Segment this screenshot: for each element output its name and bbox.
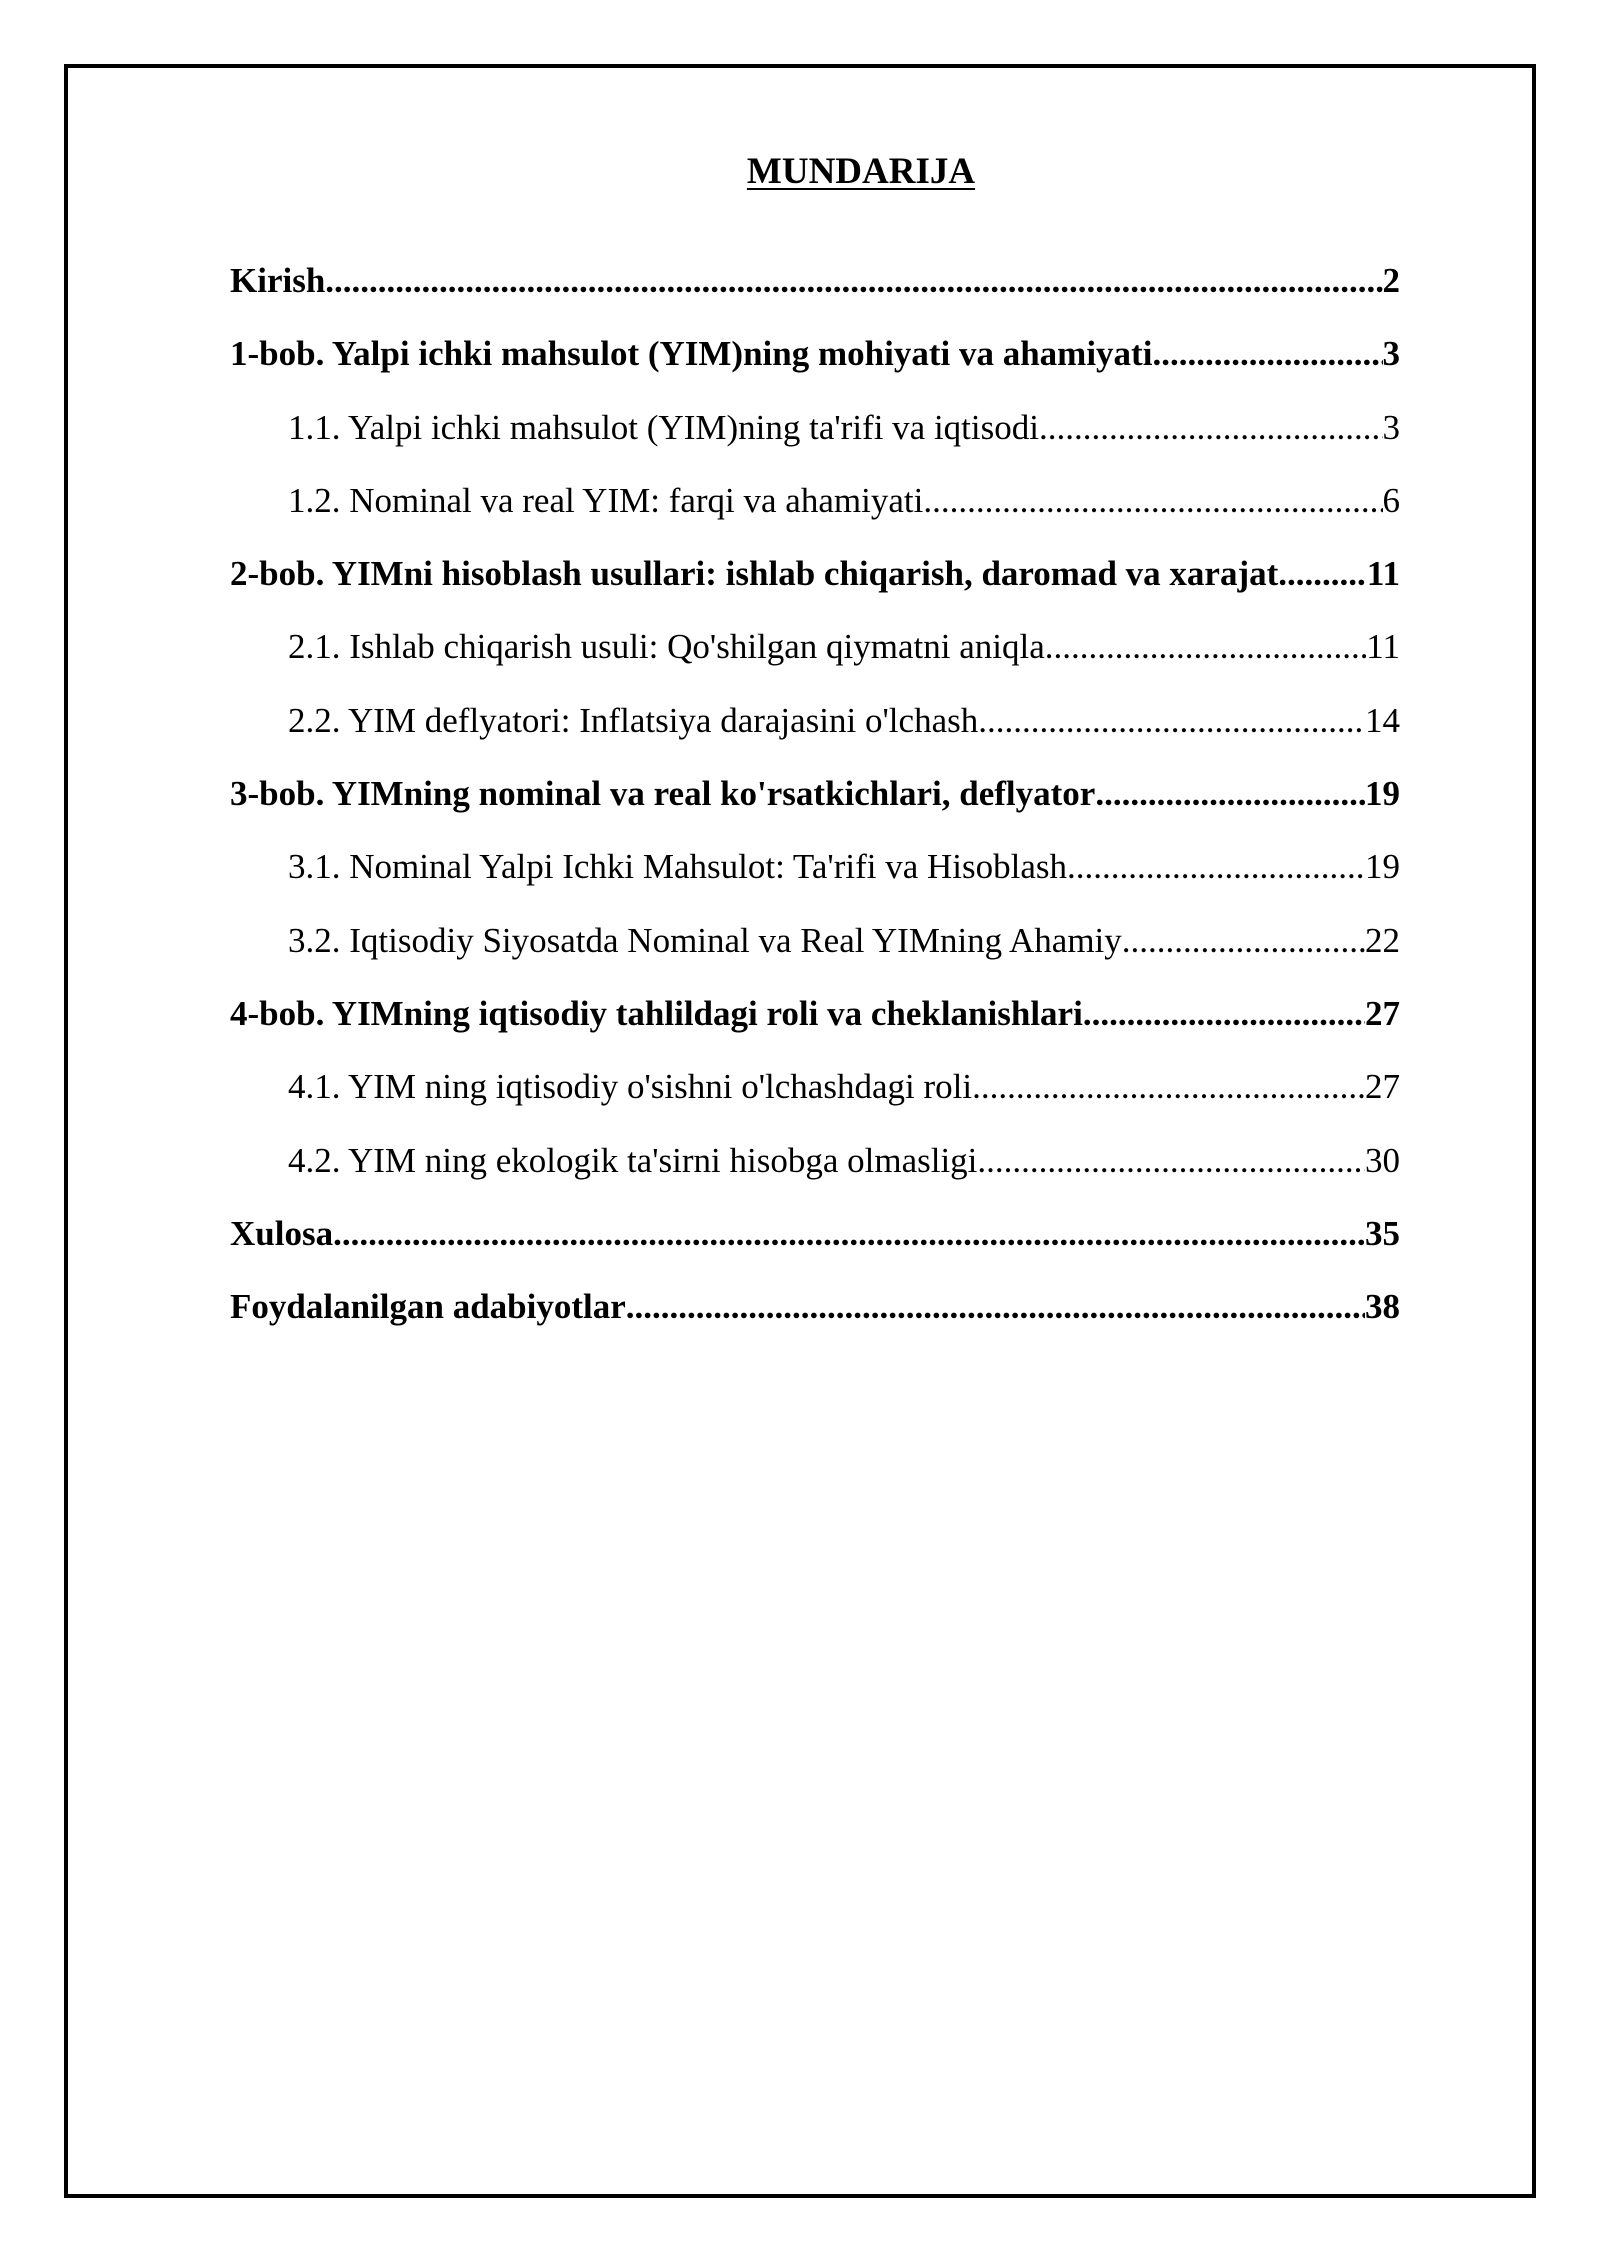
- dot-leader: [325, 261, 1382, 301]
- dot-leader: [972, 1067, 1365, 1107]
- toc-page-number: 30: [1365, 1140, 1400, 1180]
- toc-page-number: 11: [1366, 554, 1400, 594]
- dot-leader: [1278, 554, 1367, 594]
- toc-entry-label: 4.1. YIM ning iqtisodiy o'sishni o'lchashdagi roli: [288, 1067, 973, 1107]
- toc-entry-label: 4-bob. YIMning iqtisodiy tahlildagi roli va cheklanishlari: [230, 993, 1083, 1033]
- dot-leader: [978, 701, 1365, 741]
- toc-entry-section-3-1[interactable]: [230, 847, 1400, 920]
- toc-page-number: 6: [1382, 480, 1400, 520]
- toc-entry-xulosa[interactable]: [230, 1214, 1400, 1287]
- toc-entry-label: 2-bob. YIMni hisoblash usullari: ishlab chiqarish, daromad va xarajat: [230, 554, 1279, 594]
- toc-entry-label: 2.2. YIM deflyatori: Inflatsiya darajasini o'lchash: [288, 700, 979, 740]
- toc-page-number: 38: [1365, 1287, 1400, 1327]
- toc-entry-label: 3.2. Iqtisodiy Siyosatda Nominal va Real YIMning Ahamiy: [288, 920, 1122, 960]
- toc-page-number: 35: [1365, 1213, 1400, 1253]
- toc-entry-section-1-2[interactable]: [230, 481, 1400, 554]
- toc-entry-section-4-2[interactable]: [230, 1141, 1400, 1214]
- toc-entry-label: Xulosa: [230, 1213, 334, 1253]
- toc-entry-chapter-3[interactable]: [230, 774, 1400, 847]
- toc-entry-label: Kirish: [230, 261, 326, 300]
- dot-leader: [1083, 994, 1365, 1034]
- toc-entry-label: Foydalanilgan adabiyotlar: [230, 1287, 626, 1327]
- table-of-contents: [230, 261, 1400, 1360]
- toc-entry-chapter-4[interactable]: [230, 994, 1400, 1067]
- dot-leader: [1045, 627, 1367, 667]
- toc-page-number: 19: [1365, 774, 1400, 814]
- toc-page-number: 19: [1365, 847, 1400, 887]
- toc-entry-section-4-1[interactable]: [230, 1067, 1400, 1140]
- toc-entry-label: 1.2. Nominal va real YIM: farqi va ahamiyati: [288, 480, 924, 520]
- toc-entry-label: 1-bob. Yalpi ichki mahsulot (YIM)ning mohiyati va ahamiyati: [230, 334, 1153, 374]
- toc-entry-section-2-1[interactable]: [230, 627, 1400, 700]
- toc-entry-adabiyotlar[interactable]: [230, 1287, 1400, 1360]
- toc-entry-label: 4.2. YIM ning ekologik ta'sirni hisobga olmasligi: [288, 1140, 978, 1180]
- dot-leader: [1122, 921, 1365, 961]
- toc-page-number: 22: [1365, 920, 1400, 960]
- dot-leader: [977, 1141, 1365, 1181]
- toc-page-number: 14: [1365, 700, 1400, 740]
- dot-leader: [626, 1287, 1365, 1327]
- dot-leader: [1152, 334, 1382, 374]
- toc-entry-label: 2.1. Ishlab chiqarish usuli: Qo'shilgan qiymatni aniqla: [288, 627, 1045, 667]
- dot-leader: [333, 1214, 1365, 1254]
- toc-entry-section-1-1[interactable]: [230, 408, 1400, 481]
- toc-entry-label: 1.1. Yalpi ichki mahsulot (YIM)ning ta'rifi va iqtisodi: [288, 407, 1039, 447]
- dot-leader: [1039, 408, 1383, 448]
- toc-entry-kirish[interactable]: [230, 261, 1400, 334]
- toc-entry-chapter-1[interactable]: [230, 334, 1400, 407]
- dot-leader: [923, 481, 1382, 521]
- toc-entry-section-2-2[interactable]: [230, 701, 1400, 774]
- toc-title: MUNDARIJA: [746, 151, 976, 192]
- toc-page-number: 3: [1382, 407, 1400, 447]
- toc-entry-chapter-2[interactable]: [230, 554, 1400, 627]
- toc-entry-label: 3-bob. YIMning nominal va real ko'rsatkichlari, deflyator: [230, 774, 1096, 814]
- toc-entry-label: 3.1. Nominal Yalpi Ichki Mahsulot: Ta'rifi va Hisoblash: [288, 847, 1067, 887]
- toc-page-number: 27: [1365, 993, 1400, 1033]
- dot-leader: [1095, 774, 1365, 814]
- dot-leader: [1067, 847, 1365, 887]
- toc-entry-section-3-2[interactable]: [230, 921, 1400, 994]
- toc-page-number: 27: [1365, 1067, 1400, 1107]
- toc-page-number: 2: [1382, 261, 1400, 300]
- toc-page-number: 3: [1382, 334, 1400, 374]
- toc-page-number: 11: [1366, 627, 1400, 667]
